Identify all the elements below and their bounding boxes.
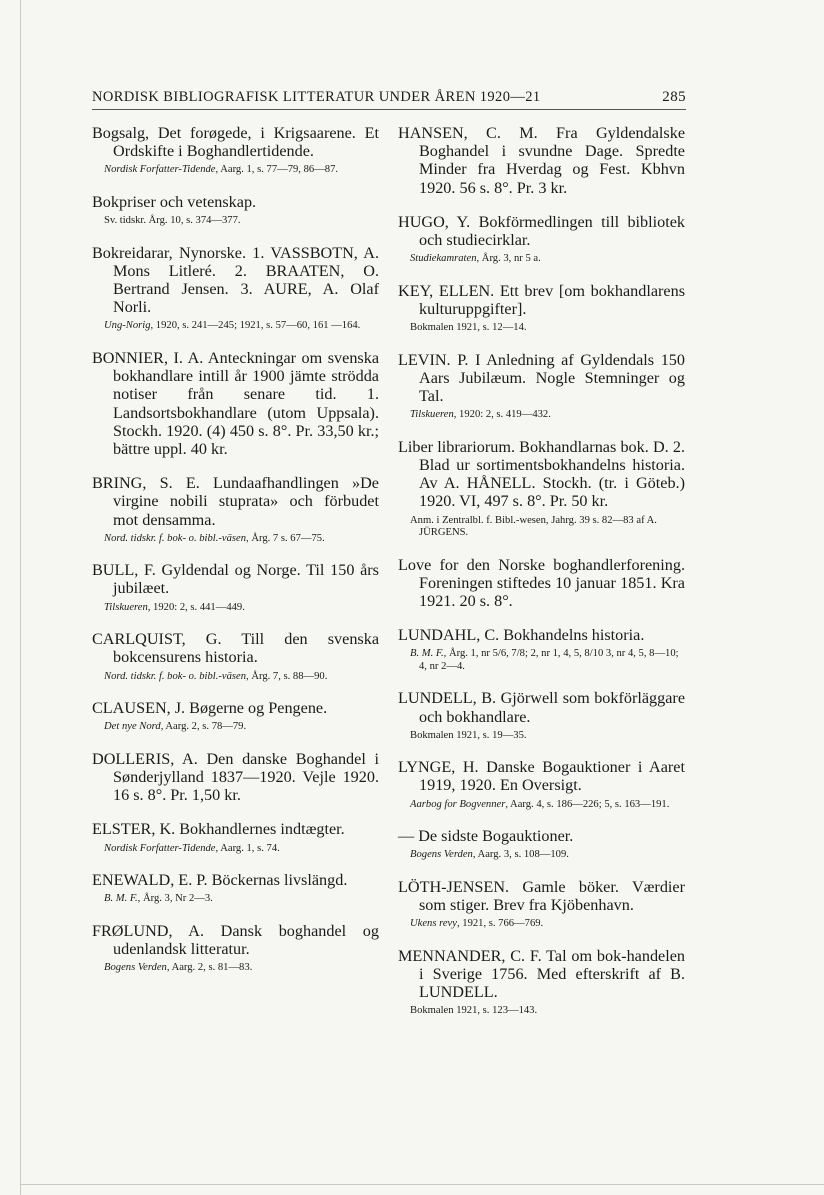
right-column (398, 124, 685, 1034)
entry-citation: Bokmalen 1921, s. 123—143. (410, 1005, 538, 1017)
entry-citation: Aarbog for Bogvenner, Aarg. 4, s. 186—226; 5, s. 163—191. (410, 798, 670, 810)
entry-author: LÖTH-JENSEN. (398, 877, 510, 896)
entry-author: LYNGE, H. (398, 758, 479, 777)
entry-text: Anteckningar om svenska bokhandlare intill år 1900 jämte strödda notiser från senare tid. 1. Landsortsbokhandlare (utom Uppsala). Stockh. 1920. (4) 450 s. 8°. Pr. 33,50 kr.; bättre uppl. 40 kr. (113, 348, 379, 458)
entry-text: Liber librariorum. Bokhandlarnas bok. D. 2. Blad ur sortimentsbokhandelns historia. Av A. HÅNELL. Stockh. (tr. i Göteb.) 1920. VI, 497 s. 8°. Pr. 50 kr. (398, 437, 685, 511)
bibliography-entry (92, 124, 379, 177)
entry-author: CARLQUIST, G. (92, 630, 222, 649)
entry-citation: Bogens Verden, Aarg. 3, s. 108—109. (410, 849, 569, 861)
entry-author: HANSEN, C. M. (398, 124, 538, 142)
entry-author: BULL, F. (92, 561, 156, 580)
entry-author: LEVIN. P. (398, 350, 469, 369)
entry-text: Tal om bok-handelen i Sverige 1756. Med efterskrift af B. LUNDELL. (419, 946, 686, 1002)
bibliography-entry (398, 626, 685, 673)
running-title: NORDISK BIBLIOGRAFISK LITTERATUR UNDER ÅREN 1920—21 (92, 89, 541, 105)
entry-author: HUGO, Y. (398, 212, 471, 231)
entry-author: CLAUSEN, J. (92, 699, 186, 718)
entry-author: LUNDAHL, C. (398, 626, 500, 645)
entry-citation: Nordisk Forfatter-Tidende, Aarg. 1, s. 74. (104, 842, 280, 854)
bibliography-entry (398, 689, 685, 742)
bibliography-entry (398, 282, 685, 335)
bibliography-entry (398, 878, 685, 931)
entry-citation: Bokmalen 1921, s. 19—35. (410, 729, 527, 741)
bibliography-entry (92, 922, 379, 975)
bibliography-entry (92, 699, 379, 734)
bibliography-entry (92, 349, 379, 458)
entry-author: ENEWALD, E. P. (92, 871, 208, 890)
entry-text: Bokpriser och vetenskap. (92, 192, 257, 211)
bibliography-entry (398, 827, 685, 862)
entry-text: De sidste Bogauktioner. (414, 827, 574, 846)
entry-text: Bokhandelns historia. (499, 626, 645, 645)
entry-text: Bøgerne og Pengene. (185, 699, 328, 718)
entry-text: Gjörwell som bokförläggare och bokhandlare. (419, 689, 686, 726)
entry-author: BONNIER, I. A. (92, 348, 204, 367)
page-number: 285 (662, 89, 686, 105)
bibliography-entry (92, 193, 379, 228)
entry-citation: Bogens Verden, Aarg. 2, s. 81—83. (104, 962, 253, 974)
bibliography-entry (398, 947, 685, 1018)
entry-author: BRING, S. E. (92, 474, 200, 493)
bibliography-entry (92, 561, 379, 614)
bibliography-entry (398, 556, 685, 611)
entry-text: Dansk boghandel og udenlandsk litteratur. (113, 921, 379, 958)
bibliography-entry (92, 750, 379, 805)
bibliography-entry (398, 351, 685, 422)
header-rule (92, 109, 686, 110)
running-header (92, 89, 686, 106)
bibliography-entry (92, 244, 379, 333)
entry-text: Ett brev [om bokhandlarens kulturuppgifter]. (419, 281, 685, 318)
entry-author: DOLLERIS, A. (92, 749, 198, 768)
bibliography-entry (92, 630, 379, 683)
entry-citation: B. M. F., Årg. 3, Nr 2—3. (104, 893, 213, 905)
bibliography-entry (398, 124, 685, 197)
bibliography-entry (92, 871, 379, 906)
entry-citation: Nord. tidskr. f. bok- o. bibl.-väsen, Årg. 7, s. 88—90. (104, 670, 328, 682)
entry-text: Bokförmedlingen till bibliotek och studiecirklar. (419, 212, 686, 250)
entry-text: I Anledning af Gyldendals 150 Aars Jubilæum. Nogle Stemninger og Tal. (419, 350, 685, 406)
entry-text: Love for den Norske boghandlerforening. Foreningen stiftedes 10 januar 1851. Kra 1921. 20 s. 8°. (398, 555, 685, 610)
entry-citation: Nordisk Forfatter-Tidende, Aarg. 1, s. 77—79, 86—87. (104, 164, 339, 176)
bibliography-entry (398, 758, 685, 811)
entry-citation: Ukens revy, 1921, s. 766—769. (410, 918, 544, 930)
entry-text: Böckernas livslängd. (207, 871, 348, 890)
entry-citation: Bokmalen 1921, s. 12—14. (410, 322, 527, 334)
entry-citation: Sv. tidskr. Årg. 10, s. 374—377. (104, 215, 241, 227)
entry-text: Gyldendal og Norge. Til 150 års jubilæet. (113, 561, 379, 598)
page-edge-bottom (20, 1184, 824, 1185)
bibliography-entry (398, 438, 685, 540)
entry-text: Fra Gyldendalske Boghandel i svundne Dage. Spredte Minder fra Hverdag og Fest. Kbhvn 1920. 56 s. 8°. Pr. 3 kr. (419, 124, 685, 197)
page-edge-left (20, 0, 21, 1195)
entry-citation: Ung-Norig, 1920, s. 241—245; 1921, s. 57—60, 161 —164. (104, 320, 361, 332)
entry-citation: Nord. tidskr. f. bok- o. bibl.-väsen, Årg. 7 s. 67—75. (104, 532, 325, 544)
entry-citation: Det nye Nord, Aarg. 2, s. 78—79. (104, 721, 247, 733)
bibliography-entry (92, 474, 379, 545)
entry-author: LUNDELL, B. (398, 689, 497, 708)
entry-citation: Tilskueren, 1920: 2, s. 441—449. (104, 601, 245, 613)
entry-author: ELSTER, K. (92, 820, 176, 839)
entry-author: MENNANDER, C. F. (398, 946, 542, 965)
entry-citation: Tilskueren, 1920: 2, s. 419—432. (410, 409, 551, 421)
entry-author: FRØLUND, A. (92, 921, 205, 940)
entry-author: KEY, ELLEN. (398, 281, 495, 300)
entry-citation: B. M. F., Årg. 1, nr 5/6, 7/8; 2, nr 1, 4, 5, 8/10 3, nr 4, 5, 8—10; 4, nr 2—4. (410, 648, 679, 672)
entry-text: Bogsalg, Det forøgede, i Krigsaarene. Et Ordskifte i Boghandlertidende. (92, 124, 379, 161)
entry-text: Lundaafhandlingen »De virgine nobili stuprata» och förbudet mot densamma. (113, 474, 379, 529)
entry-text: Bokreidarar, Nynorske. 1. VASSBOTN, A. Mons Litleré. 2. BRAATEN, O. Bertrand Jensen. 3. AURE, A. Olaf Norli. (92, 243, 379, 317)
bibliography-entry (398, 213, 685, 266)
entry-citation: Anm. i Zentralbl. f. Bibl.-wesen, Jahrg. 39 s. 82—83 af A. JÜRGENS. (410, 514, 657, 539)
entry-text: Bokhandlernes indtægter. (175, 820, 345, 839)
entry-author: — (398, 827, 415, 846)
entry-text: Till den svenska bokcensurens historia. (113, 630, 379, 667)
entry-text: Gamle böker. Værdier som stiger. Brev fra Kjöbenhavn. (419, 877, 685, 915)
entry-text: Den danske Boghandel i Sønderjylland 1837—1920. Vejle 1920. 16 s. 8°. Pr. 1,50 kr. (113, 749, 379, 805)
left-column (92, 124, 379, 991)
entry-citation: Studiekamraten, Årg. 3, nr 5 a. (410, 253, 541, 265)
entry-text: Danske Bogauktioner i Aaret 1919, 1920. En Oversigt. (419, 758, 685, 795)
bibliography-entry (92, 820, 379, 855)
